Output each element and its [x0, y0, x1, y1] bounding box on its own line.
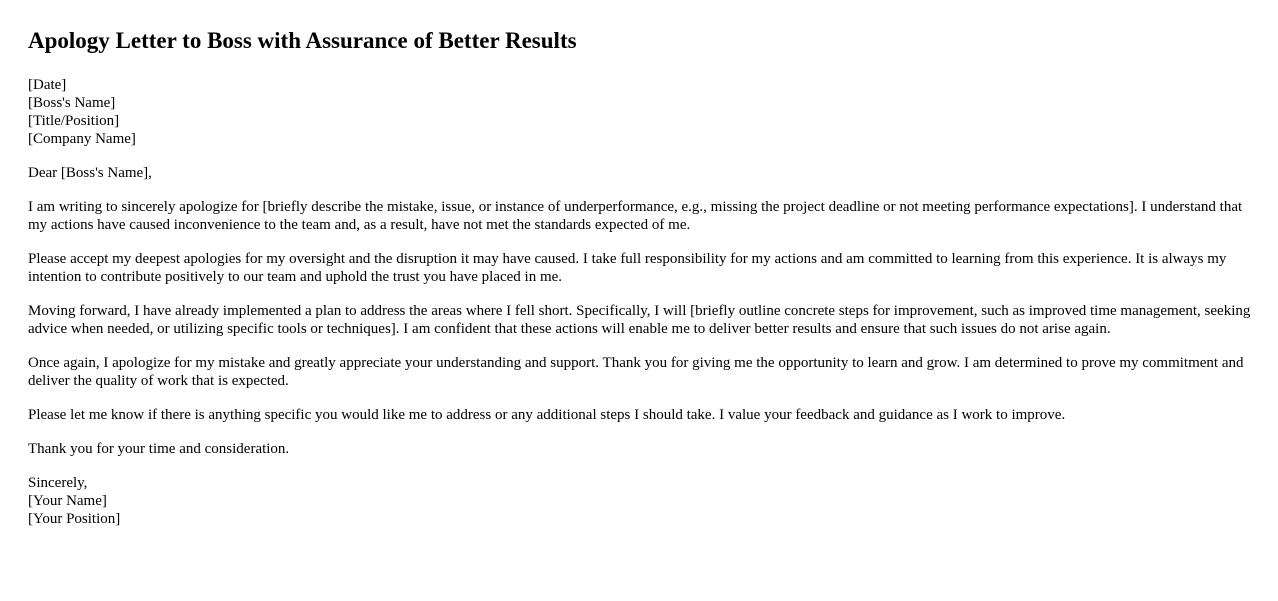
signature-block: [28, 474, 1256, 528]
valediction: Sincerely,: [28, 475, 88, 491]
paragraph-improvement-plan: Moving forward, I have already implemented a plan to address the areas where I fell short. Specifically, I will [briefly outline concrete steps for improvement, such as improved time management, seeking advice when needed, or utilizing specific tools or techniques]. I am confident that these actions will enable me to deliver better results and ensure that such issues do not arise again.: [28, 303, 1251, 337]
page-title: Apology Letter to Boss with Assurance of Better Results: [28, 28, 577, 53]
signer-position: [Your Position]: [28, 511, 121, 527]
title-position-line: [Title/Position]: [28, 113, 120, 129]
paragraph-appreciation: Once again, I apologize for my mistake and greatly appreciate your understanding and support. Thank you for giving me the opportunity to learn and grow. I am determined to prove my commitment and deliver the quality of work that is expected.: [28, 355, 1244, 389]
boss-name-line: [Boss's Name]: [28, 95, 116, 111]
paragraph-thanks: Thank you for your time and consideration.: [28, 441, 290, 457]
paragraph-feedback-request: Please let me know if there is anything specific you would like me to address or any additional steps I should take. I value your feedback and guidance as I work to improve.: [28, 407, 1066, 423]
signer-name: [Your Name]: [28, 493, 107, 509]
paragraph-apology: I am writing to sincerely apologize for [briefly describe the mistake, issue, or instance of underperformance, e.g., missing the project deadline or not meeting performance expectations]. I understand that my actions have caused inconvenience to the team and, as a result, have not met the standards expected of me.: [28, 199, 1243, 233]
company-name-line: [Company Name]: [28, 131, 136, 147]
paragraph-responsibility: Please accept my deepest apologies for my oversight and the disruption it may have caused. I take full responsibility for my actions and am committed to learning from this experience. It is always my intention to contribute positively to our team and uphold the trust you have placed in me.: [28, 251, 1227, 285]
date-line: [Date]: [28, 77, 67, 93]
salutation: Dear [Boss's Name],: [28, 165, 152, 181]
recipient-header: [28, 76, 1256, 148]
